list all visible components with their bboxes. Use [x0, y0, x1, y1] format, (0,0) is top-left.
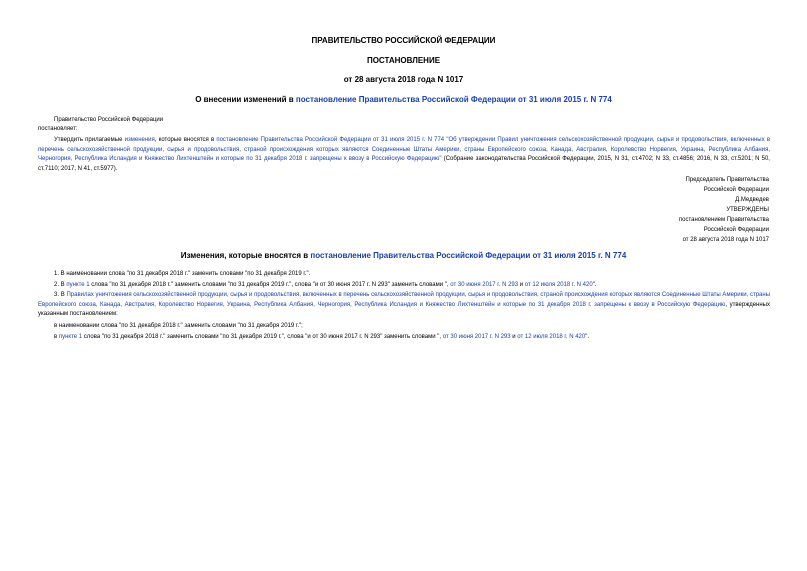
preamble-mid: , которые вносятся в — [154, 137, 217, 143]
sub2-text-a: в — [54, 334, 59, 340]
signature-line: Российской Федерации — [703, 227, 769, 233]
item2-text-d: ". — [592, 282, 597, 288]
signature-line: Российской Федерации — [703, 187, 769, 193]
item2-decree-293-link[interactable]: от 30 июня 2017 г. N 293 — [450, 282, 519, 288]
sub2-text-c: и — [510, 334, 518, 340]
item3-text-b: , утвержденных указанным постановлением: — [38, 301, 770, 317]
signature-line: Председатель Правительства — [685, 177, 769, 183]
sub2-decree-293-link[interactable]: от 30 июня 2017 г. N 293 — [442, 334, 511, 340]
change-item-3 — [38, 291, 770, 320]
sub2-text-b: слова "по 31 декабря 2018 г." заменить словами "по 31 декабря 2019 г.", слова "и от 30 июня 2017 г. N 293" заменить словами ", — [82, 334, 443, 340]
document-type: ПОСТАНОВЛЕНИЕ — [366, 56, 441, 65]
signature-line: Д.Медведев — [735, 197, 769, 203]
change-item-1: 1. В наименовании слова "по 31 декабря 2018 г." заменить словами "по 31 декабря 2019 г.". — [54, 271, 311, 277]
preamble-end: (Собрание законодательства Российской Федерации, 2015, N 31, ст.4702; N 33, ст.4856; 2016, N 33, ст.5201; N 50, ст.7110; 2017, N 41, ст.5977). — [38, 156, 770, 172]
item3-text-a: 3. В — [54, 292, 67, 298]
item2-text-c: и — [518, 282, 525, 288]
preamble-line-1: Правительство Российской Федерации — [54, 117, 164, 123]
preamble-paragraph — [38, 136, 770, 174]
preamble-intro: Утвердить прилагаемые — [54, 137, 125, 143]
document-title — [0, 95, 807, 104]
signature-line: от 28 августа 2018 года N 1017 — [682, 237, 769, 243]
change-sub-1: в наименовании слова "по 31 декабря 2018 г." заменить словами "по 31 декабря 2019 г."; — [54, 323, 303, 329]
changes-heading-link[interactable]: постановление Правительства Российской Федерации от 31 июля 2015 г. N 774 — [310, 251, 627, 260]
change-item-2 — [54, 281, 597, 289]
changes-heading-prefix: Изменения, которые вносятся в — [180, 251, 311, 260]
document-date-number: от 28 августа 2018 года N 1017 — [343, 75, 464, 84]
item2-decree-420-link[interactable]: от 12 июля 2018 г. N 420 — [524, 282, 593, 288]
preamble-line-2: постановляет: — [38, 126, 78, 132]
sub2-decree-420-link[interactable]: от 12 июля 2018 г. N 420 — [517, 334, 586, 340]
item3-rules-link[interactable]: Правилах уничтожения сельскохозяйственной продукции, сырья и продовольствия, включенных в перечень сельскохозяйственной продукции, сырья и продовольствия, страной происхождения которых являются Соединенные Штаты Америки, страны Европейского союза, Канада, Австралия, Королевство Норвегия, Украина, Республика Албания, Черногория, Республика Исландия и Княжество Лихтенштейн и которые по 31 декабря 2018 г. запрещены к ввозу в Российскую Федерацию — [38, 292, 771, 308]
change-sub-2 — [54, 333, 589, 341]
signature-block — [679, 175, 769, 245]
signature-line: постановлением Правительства — [678, 217, 769, 223]
signature-line: УТВЕРЖДЕНЫ — [726, 207, 769, 213]
item2-text-b: слова "по 31 декабря 2018 г." заменить словами "по 31 декабря 2019 г.", слова "и от 30 июня 2017 г. N 293" заменить словами ", — [89, 282, 451, 288]
title-link[interactable]: постановление Правительства Российской Федерации от 31 июля 2015 г. N 774 — [295, 95, 612, 104]
sub2-text-d: ". — [585, 334, 590, 340]
government-name: ПРАВИТЕЛЬСТВО РОССИЙСКОЙ ФЕДЕРАЦИИ — [311, 36, 496, 45]
resolution-774-link[interactable]: постановление Правительства Российской Федерации от 31 июля 2015 г. N 774 "Об утверждении Правил уничтожения сельскохозяйственной продукции, сырья и продовольствия, включенных в перечень сельскохозяйственной продукции, сырья и продовольствия, страной происхождения которых являются Соединенные Штаты Америки, страны Европейского союза, Канада, Австралия, Королевство Норвегия, Украина, Республика Албания, Черногория, Республика Исландия и Княжество Лихтенштейн и которые по 31 декабря 2018 г. запрещены к ввозу в Российскую Федерацию" — [38, 137, 771, 162]
item2-text-a: 2. В — [54, 282, 67, 288]
item2-clause-link[interactable]: пункте 1 — [66, 282, 90, 288]
sub2-clause-link[interactable]: пункте 1 — [58, 334, 83, 340]
changes-link[interactable]: изменения — [124, 137, 155, 143]
title-prefix: О внесении изменений в — [195, 95, 296, 104]
changes-heading — [0, 251, 807, 260]
